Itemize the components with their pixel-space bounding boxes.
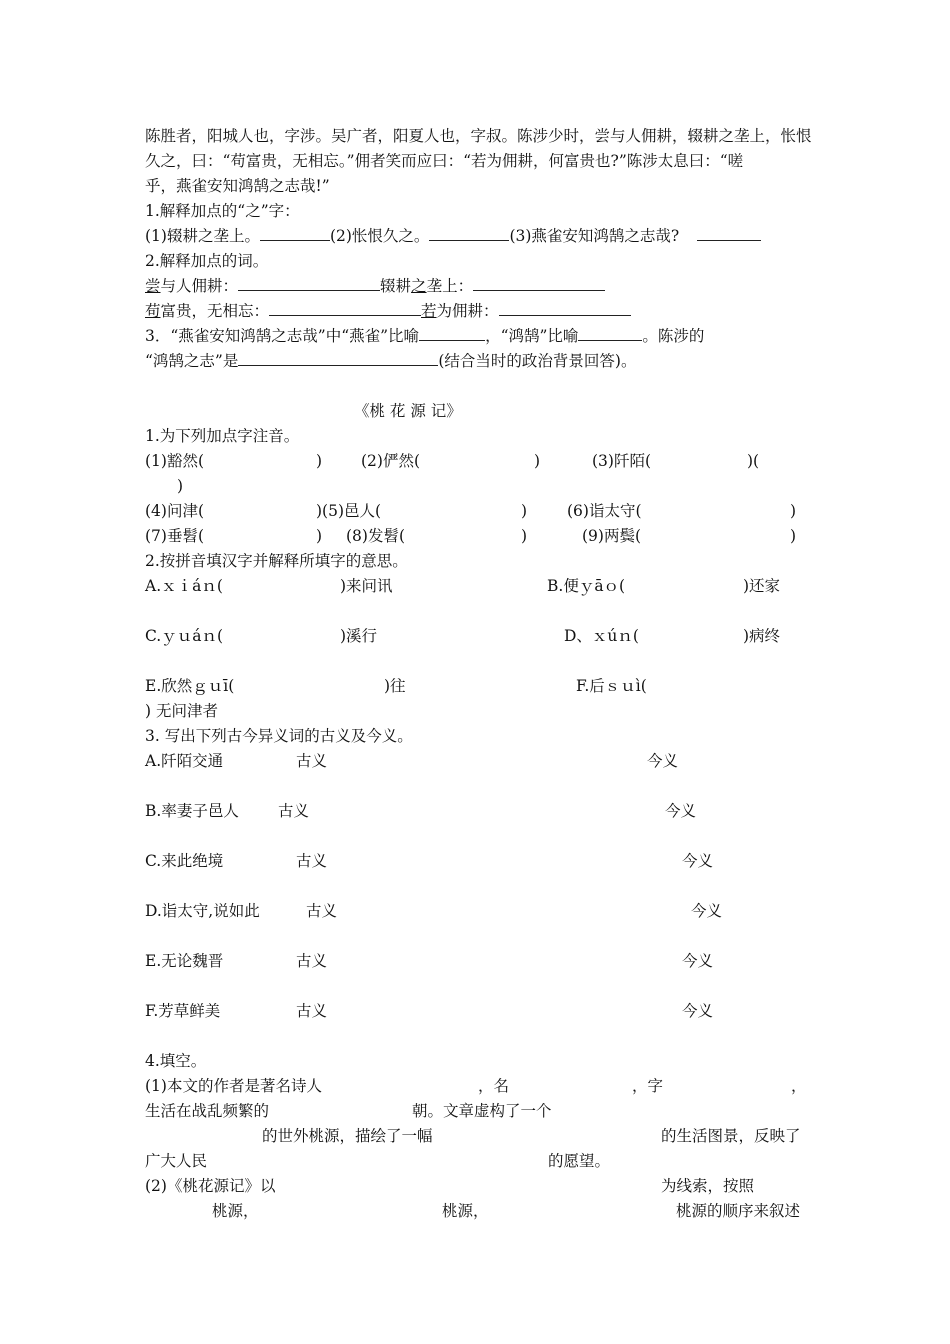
q2-item-b: 辍耕: [380, 277, 412, 295]
q2-item-b-post: 垄上：: [426, 277, 474, 295]
p2-item-b: B.便ｙāｏ(: [547, 577, 626, 595]
p4-line-1b: ，名: [478, 1077, 510, 1095]
p3-jin-label: 今义: [665, 802, 697, 820]
answer-blank[interactable]: [473, 276, 605, 291]
p1-close: ): [177, 477, 184, 495]
q1-item-c: (3)燕雀安知鸿鹄之志哉?: [509, 227, 680, 245]
p1-close: ): [534, 452, 541, 470]
answer-blank[interactable]: [499, 301, 631, 316]
p4-line-5b: 为线索，按照: [661, 1177, 755, 1195]
p3-item: A.阡陌交通: [145, 752, 224, 770]
answer-blank[interactable]: [578, 326, 642, 341]
p3-jin-label: 今义: [682, 1002, 714, 1020]
passage-line-3: 乎，燕雀安知鸿鹄之志哉!”: [145, 177, 330, 195]
p3-gu-label: 古义: [296, 1002, 328, 1020]
underlined-word: 之: [411, 277, 427, 295]
p1-item-4: (4)问津(: [145, 502, 205, 520]
p4-line-1a: (1)本文的作者是著名诗人: [145, 1077, 322, 1095]
answer-blank[interactable]: [269, 301, 421, 316]
underlined-word: 苟: [145, 302, 161, 320]
p3-gu-label: 古义: [296, 752, 328, 770]
p4-line-4b: 的愿望。: [548, 1152, 611, 1170]
p3-jin-label: 今义: [682, 852, 714, 870]
q2-item-d: 为佣耕：: [436, 302, 499, 320]
p3-gu-label: 古义: [306, 902, 338, 920]
p4-line-1c: ，字: [632, 1077, 664, 1095]
p3-item: B.率妻子邑人: [145, 802, 239, 820]
question-3-line-1: [145, 326, 704, 346]
q3-text-a: 3．“燕雀安知鸿鹄之志哉”中“燕雀”比喻: [145, 327, 420, 345]
q2-item-c: 富贵，无相忘：: [160, 302, 270, 320]
q3-text-b: ，“鸿鹄”比喻: [485, 327, 579, 345]
p2-item-e-tail: )往: [384, 677, 406, 695]
p2-item-e: E.欣然ｇｕī(: [145, 677, 235, 695]
p3-gu-label: 古义: [278, 802, 310, 820]
q3-text-e: (结合当时的政治背景回答)。: [438, 352, 637, 370]
question-1-items: [145, 226, 761, 246]
p1-close: ): [521, 527, 528, 545]
q1-item-b: (2)怅恨久之。: [329, 227, 430, 245]
p1-close: )(: [747, 452, 760, 470]
p1-item-3: (3)阡陌(: [592, 452, 652, 470]
p4-line-1d: ，: [791, 1077, 807, 1095]
p2-item-b-tail: )还家: [743, 577, 781, 595]
part-4-title: 4.填空。: [145, 1052, 207, 1070]
p1-close: ): [521, 502, 528, 520]
answer-blank[interactable]: [697, 226, 761, 241]
p3-gu-label: 古义: [296, 952, 328, 970]
p1-item-6: (6)诣太守(: [567, 502, 642, 520]
p3-jin-label: 今义: [682, 952, 714, 970]
p2-item-a-tail: )来问讯: [340, 577, 393, 595]
answer-blank[interactable]: [260, 226, 330, 241]
passage-line-2: 久之，曰：“苟富贵，无相忘。”佣者笑而应曰：“若为佣耕，何富贵也?”陈涉太息曰：“嗟: [145, 152, 744, 170]
p2-item-a: A.ｘｉáｎ(: [145, 577, 223, 595]
p3-item: C.来此绝境: [145, 852, 224, 870]
p4-line-3a: 的世外桃源，描绘了一幅: [262, 1127, 433, 1145]
answer-blank[interactable]: [238, 276, 380, 291]
q3-text-d: “鸿鹄之志”是: [145, 352, 239, 370]
p2-item-d: D、ｘúｎ(: [564, 627, 639, 645]
p1-item-2: (2)俨然(: [361, 452, 421, 470]
p4-line-6b: 桃源，: [442, 1202, 489, 1220]
answer-blank[interactable]: [429, 226, 509, 241]
p1-item-7: (7)垂髫(: [145, 527, 205, 545]
answer-blank[interactable]: [419, 326, 485, 341]
p4-line-5a: (2)《桃花源记》以: [145, 1177, 276, 1195]
p1-item-9: (9)两鬓(: [582, 527, 642, 545]
question-3-line-2: [145, 351, 636, 371]
passage-line-1: 陈胜者，阳城人也，字涉。吴广者，阳夏人也，字叔。陈涉少时，尝与人佣耕，辍耕之垄上，怅恨: [145, 127, 812, 145]
question-2-row-1: [145, 276, 605, 296]
p3-jin-label: 今义: [691, 902, 723, 920]
p4-line-2a: 生活在战乱频繁的: [145, 1102, 270, 1120]
p3-jin-label: 今义: [647, 752, 679, 770]
p4-line-3b: 的生活图景，反映了: [661, 1127, 801, 1145]
p1-close: ): [316, 452, 323, 470]
p2-item-d-tail: )病终: [743, 627, 781, 645]
p3-item: F.芳草鲜美: [145, 1002, 221, 1020]
p1-close: ): [790, 527, 797, 545]
part-1-title: 1.为下列加点字注音。: [145, 427, 300, 445]
q2-item-a: 与人佣耕：: [160, 277, 239, 295]
question-1-title: 1.解释加点的“之”字：: [145, 202, 300, 220]
p1-item-8: (8)发髫(: [346, 527, 406, 545]
underlined-word: 若: [421, 302, 437, 320]
p3-item: E.无论魏晋: [145, 952, 224, 970]
question-2-row-2: [145, 301, 631, 321]
p3-item: D.诣太守,说如此: [145, 902, 260, 920]
q3-text-c: 。陈涉的: [642, 327, 705, 345]
question-2-title: 2.解释加点的词。: [145, 252, 269, 270]
p1-item-5: )(5)邑人(: [316, 502, 382, 520]
p2-item-c: C.ｙｕáｎ(: [145, 627, 224, 645]
q1-item-a: (1)辍耕之垄上。: [145, 227, 260, 245]
section-title: 《桃 花 源 记》: [354, 402, 462, 420]
part-3-title: 3. 写出下列古今异义词的古义及今义。: [145, 727, 413, 745]
p4-line-4a: 广大人民: [145, 1152, 208, 1170]
p4-line-2b: 朝。文章虚构了一个: [412, 1102, 552, 1120]
p3-gu-label: 古义: [296, 852, 328, 870]
p4-line-6c: 桃源的顺序来叙述: [676, 1202, 801, 1220]
answer-blank[interactable]: [238, 351, 438, 366]
p1-item-1: (1)豁然(: [145, 452, 205, 470]
p2-item-c-tail: )溪行: [340, 627, 378, 645]
p2-item-f: F.后ｓｕì(: [576, 677, 647, 695]
p2-item-f-tail: ) 无问津者: [145, 702, 218, 720]
p1-close: ): [316, 527, 323, 545]
p1-close: ): [790, 502, 797, 520]
part-2-title: 2.按拼音填汉字并解释所填字的意思。: [145, 552, 408, 570]
p4-line-6a: 桃源，: [212, 1202, 259, 1220]
underlined-word: 尝: [145, 277, 161, 295]
